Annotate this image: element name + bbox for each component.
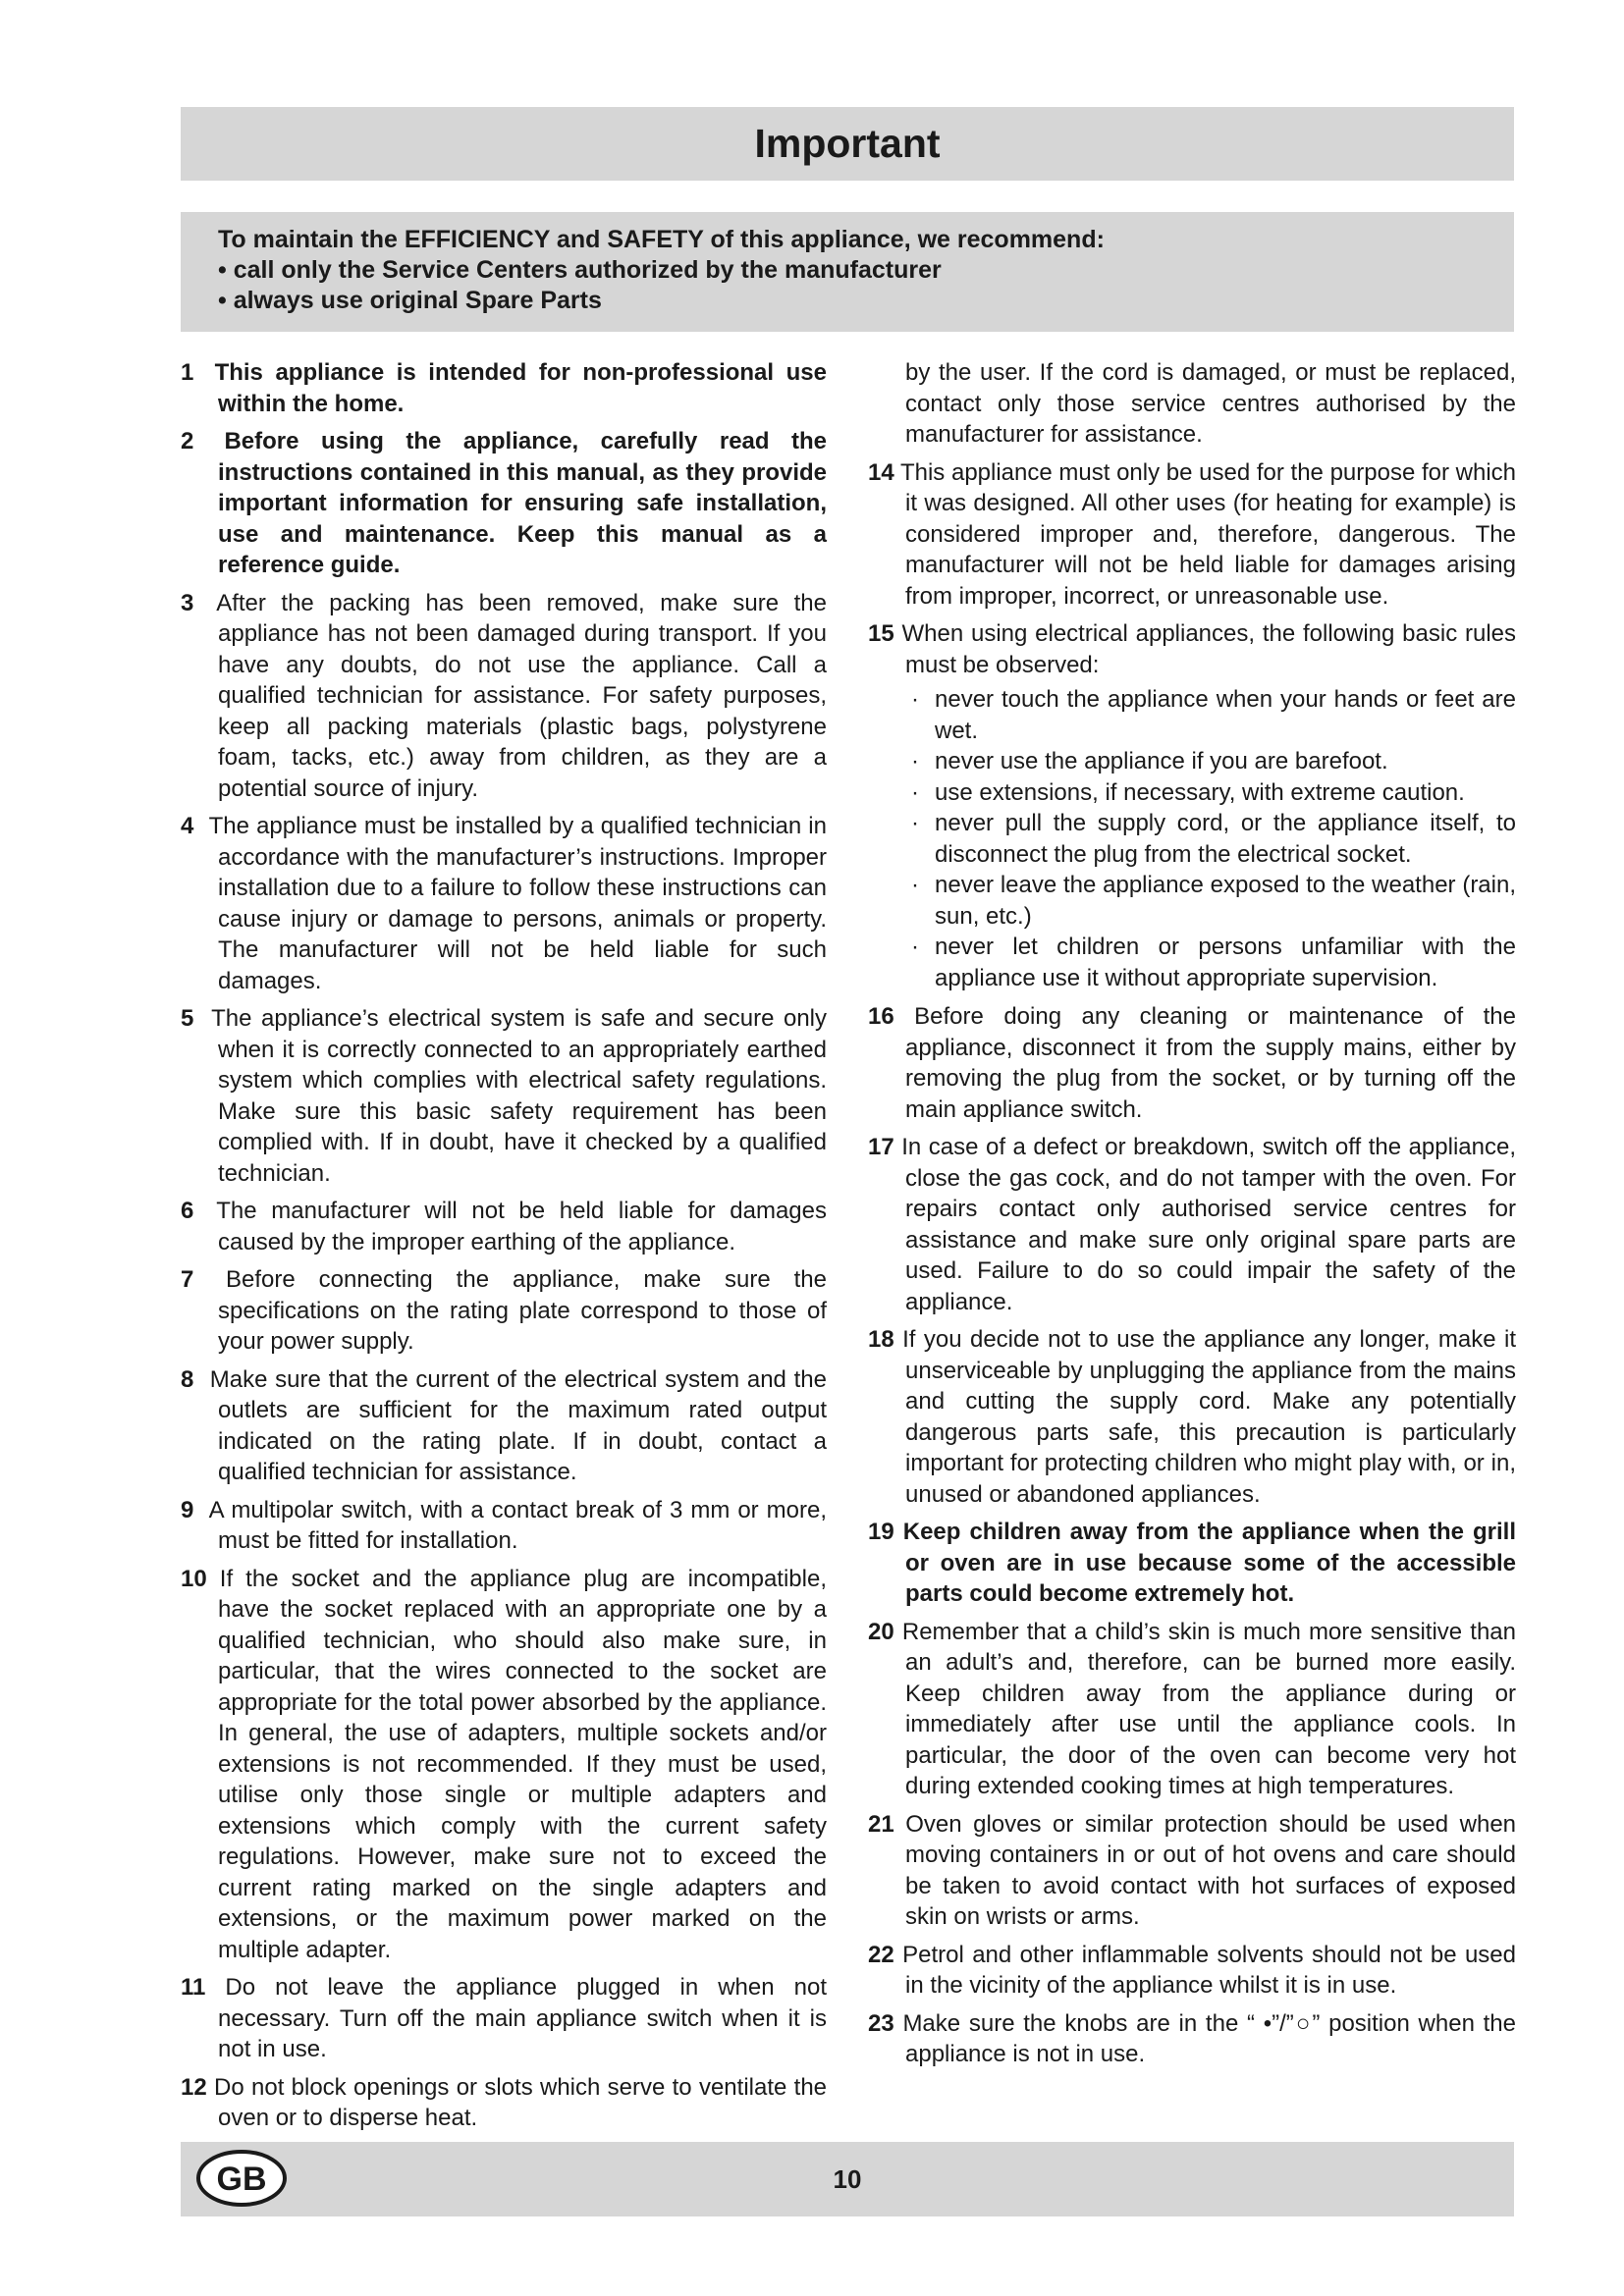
safety-item: 9 A multipolar switch, with a contact break of 3 mm or more, must be fitted for installation. <box>181 1496 827 1554</box>
list-item: · use extensions, if necessary, with extreme caution. <box>911 778 1465 806</box>
safety-item: 5 The appliance’s electrical system is safe and secure only when it is correctly connected to an appropriately earthed system which complies with electrical safety regulations. Make sure this basic safety requirement has been complied with. If in doubt, have it checked by a qualified technician. <box>181 1005 828 1187</box>
recommendation-heading: To maintain the EFFICIENCY and SAFETY of this appliance, we recommend: <box>218 226 1105 253</box>
safety-item: 20 Remember that a child’s skin is much more sensitive than an adult’s and, therefore, can be burned more easily. Keep children away from the appliance during or immediately after use until the appliance cools. In particular, the door of the oven can become very hot during extended cooking times at high temperatures. <box>868 1618 1517 1799</box>
gb-logo-text: GB <box>216 2161 267 2198</box>
safety-item: 8 Make sure that the current of the electrical system and the outlets are sufficient for the maximum rated output indicated on the rating plate. If in doubt, contact a qualified technician for assistance. <box>181 1365 827 1485</box>
safety-item: 16 Before doing any cleaning or maintenance of the appliance, disconnect it from the supply mains, either by removing the plug from the socket, or by turning off the main appliance switch. <box>868 1003 1516 1123</box>
right-column <box>868 357 1516 2077</box>
left-column <box>181 357 827 2178</box>
safety-item: 12 Do not block openings or slots which serve to ventilate the oven or to disperse heat. <box>181 2073 828 2131</box>
recommendation-item: • call only the Service Centers authorized by the manufacturer <box>218 256 942 284</box>
safety-item: 23 Make sure the knobs are in the “ •”/”○” position when the appliance is not in use. <box>868 2009 1517 2067</box>
safety-item: 10 If the socket and the appliance plug are incompatible, have the socket replaced with an appropriate one by a qualified technician, who should also make sure, in particular, that the wires connected to the socket are appropriate for the total power absorbed by the appliance. In general, the use of adapters, multiple sockets and/or extensions is not recommended. If they must be used, utilise only those single or multiple adapters and extensions which comply with the current safety regulations. However, make sure not to exceed the current rating marked on the single adapters and extensions, or the maximum power marked on the multiple adapter. <box>181 1565 827 1963</box>
list-item: · never use the appliance if you are barefoot. <box>911 748 1388 774</box>
safety-item: 14 This appliance must only be used for the purpose for which it was designed. All other uses (for heating for example) is considered improper and, therefore, dangerous. The manufacturer will not be held liable for damages arising from improper, incorrect, or unreasonable use. <box>868 458 1517 610</box>
list-item: · never touch the appliance when your hands or feet are wet. <box>911 686 1516 744</box>
safety-item: 18 If you decide not to use the appliance any longer, make it unserviceable by unplugging the appliance from the mains and cutting the supply cord. Make any potentially dangerous parts safe, this precaution is particularly important for protecting children who might play with, or in, unused or abandoned appliances. <box>868 1326 1517 1508</box>
safety-item: 2 Before using the appliance, carefully read the instructions contained in this manual, as they provide important information for ensuring safe installation, use and maintenance. Keep this manual as a reference guide. <box>181 428 828 578</box>
recommendation-item: • always use original Spare Parts <box>218 287 602 314</box>
safety-item: 3 After the packing has been removed, make sure the appliance has not been damaged during transport. If you have any doubts, do not use the appliance. Call a qualified technician for assistance. For safety purposes, keep all packing materials (plastic bags, polystyrene foam, tacks, etc.) away from children, as they are a potential source of injury. <box>181 589 828 802</box>
safety-item: 11 Do not leave the appliance plugged in when not necessary. Turn off the main appliance switch when it is not in use. <box>181 1974 827 2062</box>
safety-item: 4 The appliance must be installed by a qualified technician in accordance with the manufacturer’s instructions. Improper installation due to a failure to follow these instructions can cause injury or damage to persons, animals or property. The manufacturer will not be held liable for such damages. <box>181 813 827 994</box>
safety-item: 21 Oven gloves or similar protection should be used when moving containers in or out of hot ovens and care should be taken to avoid contact with hot surfaces of exposed skin on wrists or arms. <box>868 1810 1517 1930</box>
basic-rules-list <box>868 684 1516 993</box>
safety-item: 1 This appliance is intended for non-professional use within the home. <box>181 359 827 417</box>
list-item: · never pull the supply cord, or the appliance itself, to disconnect the plug from the electrical socket. <box>911 810 1516 868</box>
footer-bar <box>181 2142 1514 2216</box>
list-item: · never let children or persons unfamiliar with the appliance use it without appropriate supervision. <box>911 934 1516 991</box>
list-item: · never leave the appliance exposed to the weather (rain, sun, etc.) <box>911 872 1516 930</box>
safety-item: 15 When using electrical appliances, the following basic rules must be observed: <box>868 620 1516 678</box>
safety-item: 17 In case of a defect or breakdown, switch off the appliance, close the gas cock, and do not tamper with the oven. For repairs contact only authorised service centres for assistance and make sure only original spare parts are used. Failure to do so could impair the safety of the appliance. <box>868 1134 1517 1315</box>
recommendation-box <box>181 212 1514 332</box>
safety-item: 19 Keep children away from the appliance when the grill or oven are in use because some of the accessible parts could become extremely hot. <box>868 1519 1516 1607</box>
page-title: Important <box>754 121 941 166</box>
safety-item: 22 Petrol and other inflammable solvents should not be used in the vicinity of the appliance whilst it is in use. <box>868 1941 1516 1999</box>
safety-item-continuation: by the user. If the cord is damaged, or must be replaced, contact only those service centres authorised by the manufacturer for assistance. <box>905 359 1516 448</box>
page-number: 10 <box>833 2163 862 2194</box>
safety-item: 6 The manufacturer will not be held liable for damages caused by the improper earthing of the appliance. <box>181 1198 827 1255</box>
safety-item: 7 Before connecting the appliance, make sure the specifications on the rating plate correspond to those of your power supply. <box>181 1266 828 1355</box>
title-bar <box>181 107 1514 181</box>
